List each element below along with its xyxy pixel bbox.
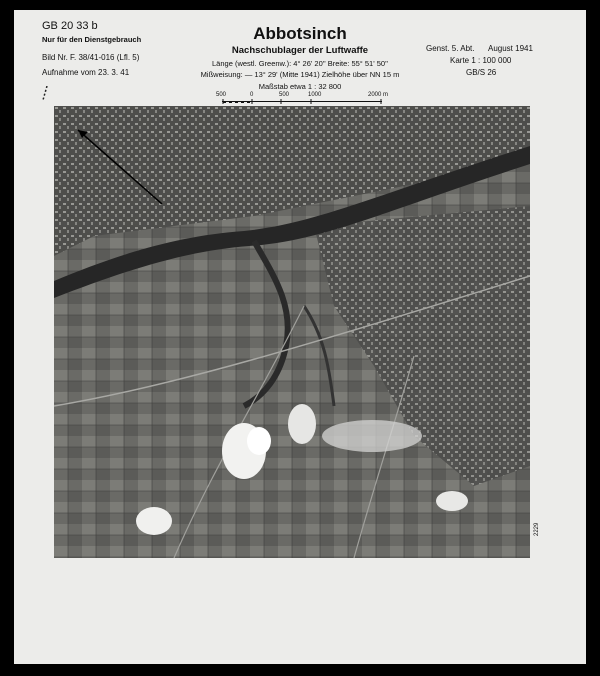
issue-date: August 1941: [488, 44, 533, 53]
general-staff: Genst. 5. Abt.: [426, 44, 475, 53]
photo-number: Bild Nr. F. 38/41-016 (Lfl. 5): [42, 53, 140, 62]
coordinates-line: Länge (westl. Greenw.): 4° 26' 20'' Breite: 55° 51' 50'': [212, 59, 388, 68]
scale-tick: 0: [250, 92, 254, 98]
target-code: GB 20 33 b: [42, 20, 98, 32]
photo-date: Aufnahme vom 23. 3. 41: [42, 68, 130, 77]
page-title: Abbotsinch: [253, 24, 347, 43]
scale-tick: 1000: [308, 92, 322, 98]
page-subtitle: Nachschublager der Luftwaffe: [231, 45, 369, 56]
declination-line: Mißweisung: — 13° 29' (Mitte 1941) Zielhöhe über NN 15 m: [200, 70, 400, 79]
scale-tick: 500: [216, 92, 227, 98]
scale-label: Maßstab etwa 1 : 32 800: [258, 82, 342, 91]
map-sheet: [14, 10, 586, 664]
scale-tick: 2000 m: [368, 92, 389, 98]
aerial-photo: [54, 106, 530, 558]
map-scale: Karte 1 : 100 000: [450, 56, 512, 65]
map-reference: GB/S 26: [466, 68, 497, 77]
pencil-mark-icon: [42, 86, 48, 100]
scale-tick: 500: [279, 92, 290, 98]
frame-number: 2229: [534, 522, 540, 536]
scale-bar: [216, 92, 389, 106]
restriction-note: Nur für den Dienstgebrauch: [42, 35, 142, 44]
